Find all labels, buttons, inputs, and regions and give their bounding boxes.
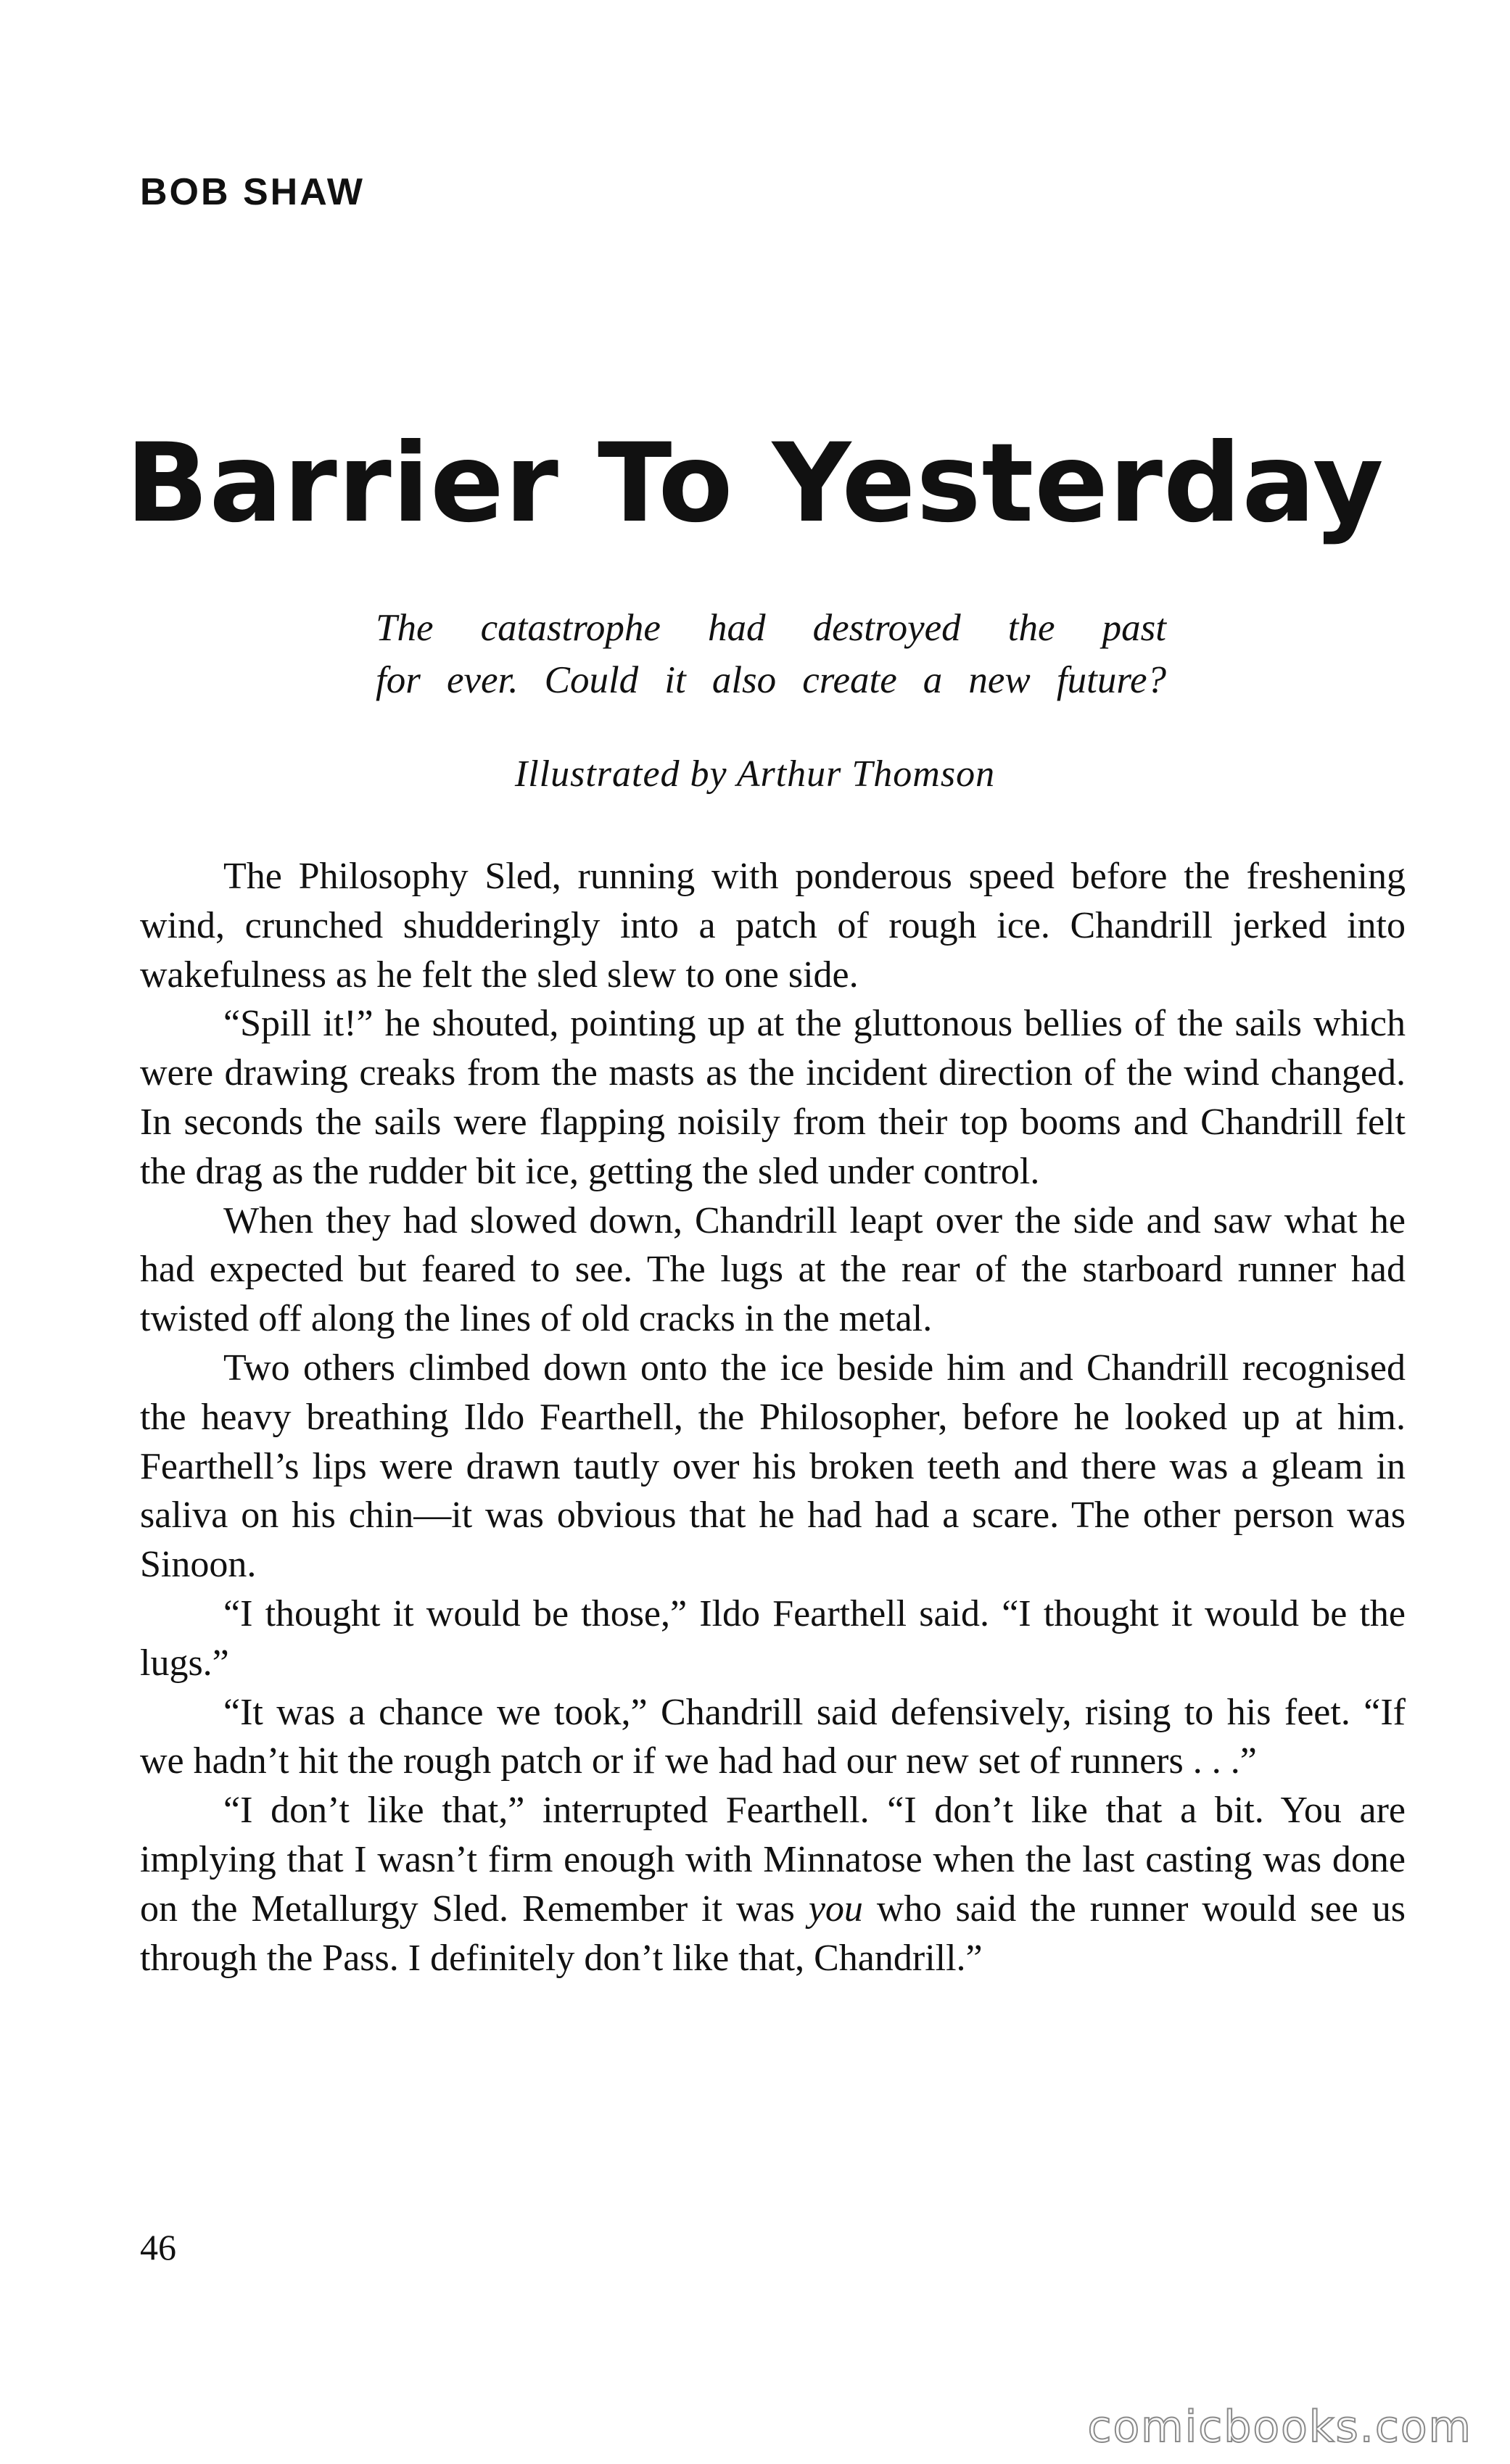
- paragraph: “I thought it would be those,” Ildo Fearthell said. “I thought it would be the lugs.”: [140, 1592, 1406, 1684]
- illustrator-credit: Illustrated by Arthur Thomson: [514, 753, 996, 795]
- paragraph-text: “I don’t like that,” interrupted Fearthell. “I don’t like that a bit. You are implying that I wasn’t firm enough with Minnatose when the last casting was done on the Metallurgy Sled. Remember it was: [140, 1790, 1406, 1930]
- paragraph: [140, 1786, 1406, 1983]
- paragraph: The Philosophy Sled, running with ponderous speed before the freshening wind, crunched shudderingly into a patch of rough ice. Chandrill jerked into wakefulness as he felt the sled slew to one side.: [140, 856, 1406, 996]
- paragraph: Two others climbed down onto the ice beside him and Chandrill recognised the heavy breathing Ildo Fearthell, the Philosopher, before he looked up at him. Fearthell’s lips were drawn tautly over his broken teeth and there was a gleam in saliva on his chin—it was obvious that he had had a scare. The other person was Sinoon.: [140, 1347, 1406, 1586]
- emphasized-word: you: [808, 1888, 863, 1930]
- story-title: Barrier To Yesterday: [125, 421, 1385, 547]
- blurb-line: for ever. Could it also create a new future?: [376, 659, 1166, 701]
- story-body: [140, 852, 1406, 1983]
- story-blurb: [376, 602, 1166, 706]
- page-number: 46: [140, 2227, 176, 2267]
- paragraph: “It was a chance we took,” Chandrill said defensively, rising to his feet. “If we hadn’t hit the rough patch or if we had had our new set of runners . . .”: [140, 1691, 1406, 1782]
- paragraph-text: who said the runner would see us through the Pass. I definitely don’t like that, Chandrill.”: [140, 1888, 1406, 1979]
- watermark: comicbooks.com: [1087, 2402, 1472, 2452]
- blurb-line: The catastrophe had destroyed the past: [376, 607, 1166, 649]
- author-byline: BOB SHAW: [140, 171, 365, 213]
- paragraph: “Spill it!” he shouted, pointing up at the gluttonous bellies of the sails which were drawing creaks from the masts as the incident direction of the wind changed. In seconds the sails were flapping noisily from their top booms and Chandrill felt the drag as the rudder bit ice, getting the sled under control.: [140, 1003, 1406, 1192]
- paragraph: When they had slowed down, Chandrill leapt over the side and saw what he had expected but feared to see. The lugs at the rear of the starboard runner had twisted off along the lines of old cracks in the metal.: [140, 1199, 1406, 1340]
